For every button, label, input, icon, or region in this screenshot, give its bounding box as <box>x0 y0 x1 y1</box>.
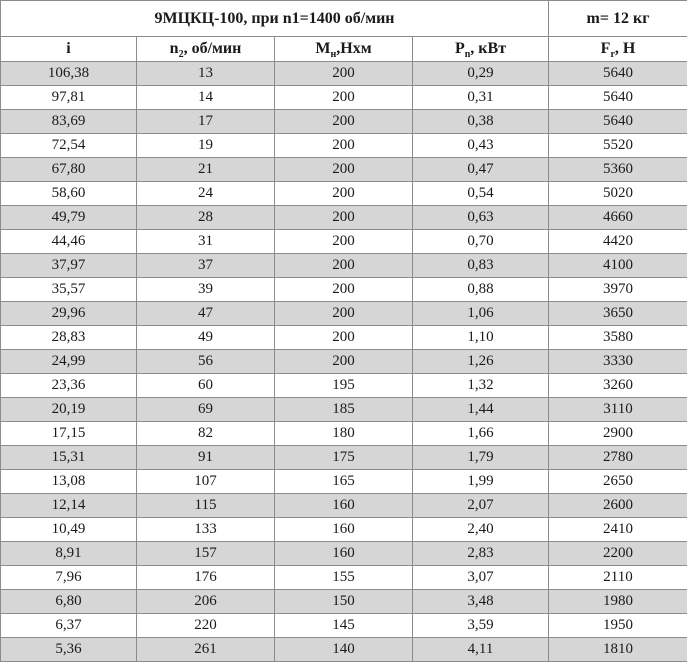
table-row <box>1 158 687 182</box>
torque-cell: 150 <box>275 590 413 614</box>
ratio-cell: 5,36 <box>1 638 137 662</box>
radial-force-cell: 3110 <box>549 398 687 422</box>
power-cell: 1,26 <box>413 350 549 374</box>
mass-cell: m= 12 кг <box>549 1 687 37</box>
output-speed-cell: 28 <box>137 206 275 230</box>
radial-force-cell: 5640 <box>549 62 687 86</box>
output-speed-unit: , об/мин <box>184 40 242 57</box>
radial-force-cell: 2600 <box>549 494 687 518</box>
power-cell: 0,63 <box>413 206 549 230</box>
output-speed-subscript: 2 <box>179 49 184 60</box>
radial-force-cell: 4660 <box>549 206 687 230</box>
ratio-cell: 106,38 <box>1 62 137 86</box>
power-cell: 1,10 <box>413 326 549 350</box>
ratio-cell: 6,80 <box>1 590 137 614</box>
ratio-cell: 6,37 <box>1 614 137 638</box>
radial-force-subscript: r <box>610 49 614 60</box>
power-cell: 1,44 <box>413 398 549 422</box>
output-speed-cell: 49 <box>137 326 275 350</box>
ratio-cell: 97,81 <box>1 86 137 110</box>
torque-cell: 200 <box>275 206 413 230</box>
table-row <box>1 182 687 206</box>
torque-cell: 200 <box>275 302 413 326</box>
torque-cell: 160 <box>275 518 413 542</box>
output-speed-cell: 47 <box>137 302 275 326</box>
table-row <box>1 518 687 542</box>
table-row <box>1 110 687 134</box>
ratio-cell: 28,83 <box>1 326 137 350</box>
output-speed-cell: 14 <box>137 86 275 110</box>
radial-force-cell: 5360 <box>549 158 687 182</box>
output-speed-cell: 19 <box>137 134 275 158</box>
table-row <box>1 206 687 230</box>
power-cell: 2,07 <box>413 494 549 518</box>
radial-force-cell: 5640 <box>549 86 687 110</box>
radial-force-unit: , Н <box>615 40 635 57</box>
output-speed-cell: 31 <box>137 230 275 254</box>
radial-force-cell: 5020 <box>549 182 687 206</box>
radial-force-cell: 3260 <box>549 374 687 398</box>
output-speed-cell: 39 <box>137 278 275 302</box>
table-row <box>1 350 687 374</box>
power-cell: 3,48 <box>413 590 549 614</box>
torque-cell: 195 <box>275 374 413 398</box>
radial-force-cell: 3330 <box>549 350 687 374</box>
output-speed-cell: 69 <box>137 398 275 422</box>
table-row <box>1 638 687 662</box>
power-cell: 0,29 <box>413 62 549 86</box>
output-speed-cell: 107 <box>137 470 275 494</box>
table-row <box>1 542 687 566</box>
title-row <box>1 1 687 37</box>
table-row <box>1 398 687 422</box>
torque-cell: 160 <box>275 494 413 518</box>
torque-cell: 160 <box>275 542 413 566</box>
ratio-cell: 7,96 <box>1 566 137 590</box>
torque-cell: 200 <box>275 158 413 182</box>
table-row <box>1 422 687 446</box>
torque-cell: 175 <box>275 446 413 470</box>
table-row <box>1 62 687 86</box>
ratio-cell: 23,36 <box>1 374 137 398</box>
power-cell: 1,32 <box>413 374 549 398</box>
table-row <box>1 302 687 326</box>
output-speed-cell: 157 <box>137 542 275 566</box>
output-speed-cell: 24 <box>137 182 275 206</box>
ratio-cell: 83,69 <box>1 110 137 134</box>
radial-force-symbol: F <box>601 40 611 57</box>
radial-force-cell: 3650 <box>549 302 687 326</box>
power-cell: 0,38 <box>413 110 549 134</box>
power-cell: 0,83 <box>413 254 549 278</box>
power-cell: 3,07 <box>413 566 549 590</box>
radial-force-cell: 2200 <box>549 542 687 566</box>
output-speed-cell: 115 <box>137 494 275 518</box>
table-body <box>1 62 687 662</box>
ratio-cell: 44,46 <box>1 230 137 254</box>
power-cell: 1,79 <box>413 446 549 470</box>
output-speed-cell: 82 <box>137 422 275 446</box>
torque-cell: 155 <box>275 566 413 590</box>
output-speed-symbol: n <box>170 40 179 57</box>
torque-cell: 200 <box>275 326 413 350</box>
power-cell: 0,31 <box>413 86 549 110</box>
ratio-cell: 29,96 <box>1 302 137 326</box>
torque-cell: 140 <box>275 638 413 662</box>
table-row <box>1 374 687 398</box>
table-row <box>1 494 687 518</box>
torque-cell: 145 <box>275 614 413 638</box>
output-speed-cell: 133 <box>137 518 275 542</box>
table-row <box>1 230 687 254</box>
radial-force-cell: 5520 <box>549 134 687 158</box>
power-cell: 0,47 <box>413 158 549 182</box>
power-unit: , кВт <box>470 40 506 57</box>
output-speed-cell: 206 <box>137 590 275 614</box>
torque-cell: 200 <box>275 350 413 374</box>
table-row <box>1 470 687 494</box>
column-header-output-speed <box>137 37 275 62</box>
table-title: 9МЦКЦ-100, при n1=1400 об/мин <box>1 1 549 37</box>
radial-force-cell: 1950 <box>549 614 687 638</box>
power-cell: 2,40 <box>413 518 549 542</box>
torque-cell: 200 <box>275 278 413 302</box>
ratio-cell: 37,97 <box>1 254 137 278</box>
power-subscript: n <box>465 49 471 60</box>
radial-force-cell: 3970 <box>549 278 687 302</box>
radial-force-cell: 2110 <box>549 566 687 590</box>
radial-force-cell: 2410 <box>549 518 687 542</box>
radial-force-cell: 3580 <box>549 326 687 350</box>
column-header-row <box>1 37 687 62</box>
torque-cell: 200 <box>275 254 413 278</box>
power-symbol: P <box>455 40 465 57</box>
torque-cell: 180 <box>275 422 413 446</box>
torque-cell: 185 <box>275 398 413 422</box>
table-row <box>1 590 687 614</box>
ratio-cell: 12,14 <box>1 494 137 518</box>
table-row <box>1 326 687 350</box>
ratio-cell: 58,60 <box>1 182 137 206</box>
output-speed-cell: 60 <box>137 374 275 398</box>
output-speed-cell: 21 <box>137 158 275 182</box>
column-header-radial-force <box>549 37 687 62</box>
output-speed-cell: 37 <box>137 254 275 278</box>
output-speed-cell: 17 <box>137 110 275 134</box>
torque-cell: 200 <box>275 62 413 86</box>
power-cell: 1,66 <box>413 422 549 446</box>
output-speed-cell: 176 <box>137 566 275 590</box>
radial-force-cell: 2650 <box>549 470 687 494</box>
output-speed-cell: 220 <box>137 614 275 638</box>
radial-force-cell: 2780 <box>549 446 687 470</box>
radial-force-cell: 4100 <box>549 254 687 278</box>
power-cell: 4,11 <box>413 638 549 662</box>
torque-cell: 200 <box>275 134 413 158</box>
ratio-cell: 35,57 <box>1 278 137 302</box>
torque-cell: 200 <box>275 230 413 254</box>
power-cell: 1,99 <box>413 470 549 494</box>
power-cell: 1,06 <box>413 302 549 326</box>
torque-cell: 200 <box>275 86 413 110</box>
power-cell: 0,43 <box>413 134 549 158</box>
table-row <box>1 614 687 638</box>
ratio-cell: 67,80 <box>1 158 137 182</box>
ratio-cell: 17,15 <box>1 422 137 446</box>
output-speed-cell: 56 <box>137 350 275 374</box>
power-cell: 0,70 <box>413 230 549 254</box>
table-row <box>1 566 687 590</box>
radial-force-cell: 1980 <box>549 590 687 614</box>
radial-force-cell: 2900 <box>549 422 687 446</box>
ratio-cell: 24,99 <box>1 350 137 374</box>
power-cell: 2,83 <box>413 542 549 566</box>
torque-subscript: н <box>331 49 337 60</box>
radial-force-cell: 4420 <box>549 230 687 254</box>
output-speed-cell: 13 <box>137 62 275 86</box>
column-header-torque <box>275 37 413 62</box>
table-row <box>1 446 687 470</box>
table-row <box>1 278 687 302</box>
table-row <box>1 86 687 110</box>
power-cell: 0,54 <box>413 182 549 206</box>
torque-unit: ,Нхм <box>336 40 371 57</box>
torque-cell: 200 <box>275 110 413 134</box>
column-header-power <box>413 37 549 62</box>
torque-symbol: M <box>315 40 330 57</box>
ratio-cell: 10,49 <box>1 518 137 542</box>
torque-cell: 165 <box>275 470 413 494</box>
radial-force-cell: 1810 <box>549 638 687 662</box>
torque-cell: 200 <box>275 182 413 206</box>
output-speed-cell: 261 <box>137 638 275 662</box>
ratio-cell: 49,79 <box>1 206 137 230</box>
power-cell: 3,59 <box>413 614 549 638</box>
output-speed-cell: 91 <box>137 446 275 470</box>
ratio-cell: 20,19 <box>1 398 137 422</box>
column-header-ratio: i <box>1 37 137 62</box>
ratio-cell: 8,91 <box>1 542 137 566</box>
ratio-cell: 13,08 <box>1 470 137 494</box>
radial-force-cell: 5640 <box>549 110 687 134</box>
power-cell: 0,88 <box>413 278 549 302</box>
table-row <box>1 134 687 158</box>
ratio-cell: 72,54 <box>1 134 137 158</box>
table-row <box>1 254 687 278</box>
ratio-cell: 15,31 <box>1 446 137 470</box>
